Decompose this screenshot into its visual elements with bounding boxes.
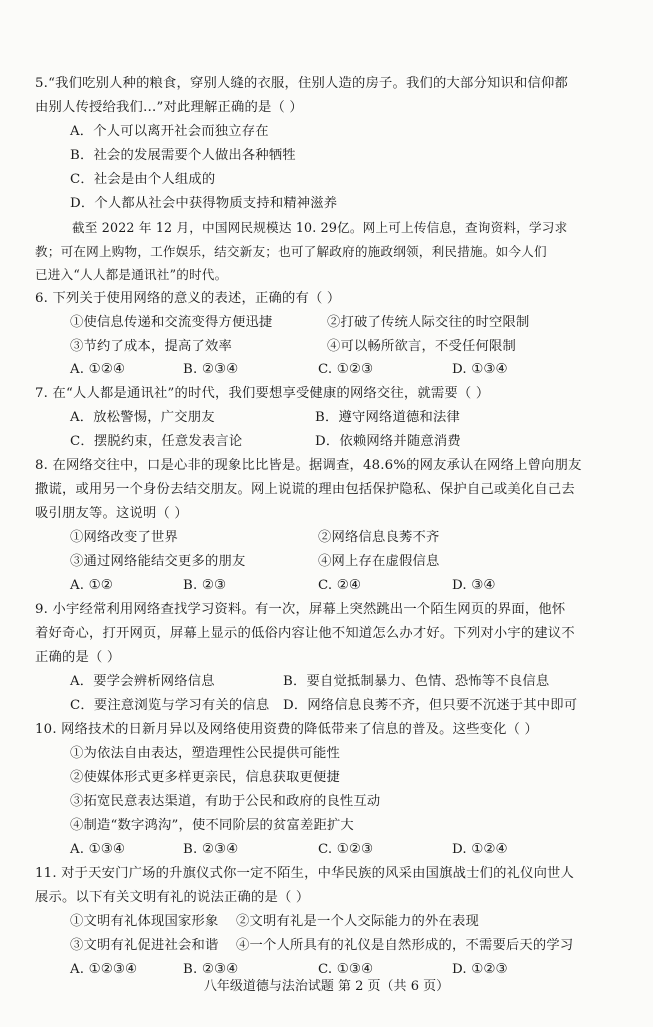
q6-option-b: B. ②③④ [183,362,239,377]
q9-option-b: B．要自觉抵制暴力、色情、恐怖等不良信息 [283,674,550,689]
q8-option-d: D. ③④ [452,578,496,593]
q8-option-a: A. ①② [70,578,113,593]
q8-statement-1: ①网络改变了世界 [70,530,178,545]
q8-stem-line3: 吸引朋友等。这说明（ ） [35,506,188,521]
q9-option-a: A．要学会辨析网络信息 [70,674,215,689]
q7-option-b: B．遵守网络道德和法律 [315,410,460,425]
q8-statement-2: ②网络信息良莠不齐 [318,530,440,545]
q9-stem-line3: 正确的是（ ） [35,650,121,665]
q11-option-a: A. ①②③④ [70,962,138,977]
q11-statement-1: ①文明有礼体现国家形象 [70,914,219,929]
q5-option-c: C．社会是由个人组成的 [70,172,216,187]
q10-statement-2: ②使媒体形式更多样更亲民，信息获取更便捷 [70,770,340,785]
q11-option-b: B. ②③④ [183,962,239,977]
q8-statement-3: ③通过网络能结交更多的朋友 [70,554,246,569]
q11-stem-line1: 11. 对于天安门广场的升旗仪式你一定不陌生，中华民族的风采由国旗战士们的礼仪向世人 [35,866,575,881]
q11-statement-3: ③文明有礼促进社会和谐 [70,938,219,953]
q11-option-c: C. ①③④ [318,962,374,977]
q8-option-c: C. ②④ [318,578,361,593]
q6-statement-4: ④可以畅所欲言，不受任何限制 [327,339,516,354]
q6-option-c: C. ①②③ [318,362,374,377]
q9-option-d: D．网络信息良莠不齐，但只要不沉迷于其中即可 [283,698,578,713]
q11-stem-line2: 展示。以下有关文明有礼的说法正确的是（ ） [35,890,310,905]
q11-statement-2: ②文明有礼是一个人交际能力的外在表现 [236,914,479,929]
q6-option-a: A. ①②④ [70,362,126,377]
q7-option-c: C．摆脱约束，任意发表言论 [70,434,243,449]
q7-option-d: D．依赖网络并随意消费 [315,434,461,449]
q6-statement-1: ①使信息传递和交流变得方便迅捷 [70,315,273,330]
q9-stem-line2: 着好奇心，打开网页，屏幕上显示的低俗内容让他不知道怎么办才好。下列对小宇的建议不 [35,626,575,641]
q11-statement-4: ④一个人所具有的礼仪是自然形成的，不需要后天的学习 [236,938,574,953]
q10-statement-1: ①为依法自由表达，塑造理性公民提供可能性 [70,746,340,761]
material-line1: 截至 2022 年 12 月，中国网民规模达 10. 29亿。网上可上传信息，查询资料，学习求 [72,220,568,235]
page-footer: 八年级道德与法治试题 第 2 页（共 6 页） [203,979,450,994]
q7-option-a: A．放松警惕，广交朋友 [70,410,215,425]
q10-option-c: C. ①②③ [318,842,374,857]
q9-stem-line1: 9. 小宇经常利用网络查找学习资料。有一次，屏幕上突然跳出一个陌生网页的界面，他怀 [35,602,566,617]
q10-option-a: A. ①③④ [70,842,126,857]
q10-statement-3: ③拓宽民意表达渠道，有助于公民和政府的良性互动 [70,794,381,809]
q5-option-a: A．个人可以离开社会而独立存在 [70,124,269,139]
q6-option-d: D. ①③④ [452,362,508,377]
q6-stem: 6. 下列关于使用网络的意义的表述，正确的有（ ） [35,291,341,306]
material-line2: 教；可在网上购物，工作娱乐，结交新友；也可了解政府的施政纲领，利民措施。如今人们 [35,244,547,259]
q6-statement-2: ②打破了传统人际交往的时空限制 [327,315,530,330]
q10-option-b: B. ②③④ [183,842,239,857]
q8-statement-4: ④网上存在虚假信息 [318,554,440,569]
q5-option-b: B．社会的发展需要个人做出各种牺牲 [70,148,296,163]
q5-stem-line1: 5.“我们吃别人种的粮食，穿别人缝的衣服，住别人造的房子。我们的大部分知识和信仰都 [35,76,568,91]
q8-stem-line2: 撒谎，或用另一个身份去结交朋友。网上说谎的理由包括保护隐私、保护自己或美化自己去 [35,482,575,497]
q9-option-c: C．要注意浏览与学习有关的信息 [70,698,270,713]
q10-stem: 10. 网络技术的日新月异以及网络使用资费的降低带来了信息的普及。这些变化（ ） [35,722,538,737]
q11-option-d: D. ①②③ [452,962,508,977]
q8-stem-line1: 8. 在网络交往中，口是心非的现象比比皆是。据调查，48.6%的网友承认在网络上曾向朋友 [35,458,582,473]
material-line3: 已进入“人人都是通讯社”的时代。 [35,267,228,282]
q10-statement-4: ④制造“数字鸿沟”，使不同阶层的贫富差距扩大 [70,818,354,833]
q6-statement-3: ③节约了成本，提高了效率 [70,339,232,354]
q5-stem-line2: 由别人传授给我们…”对此理解正确的是（ ） [35,100,303,115]
q5-option-d: D．个人都从社会中获得物质支持和精神滋养 [70,196,338,211]
q7-stem: 7. 在“人人都是通讯社”的时代，我们要想享受健康的网络交往，就需要（ ） [35,386,490,401]
q8-option-b: B. ②③ [183,578,227,593]
q10-option-d: D. ①②④ [452,842,508,857]
